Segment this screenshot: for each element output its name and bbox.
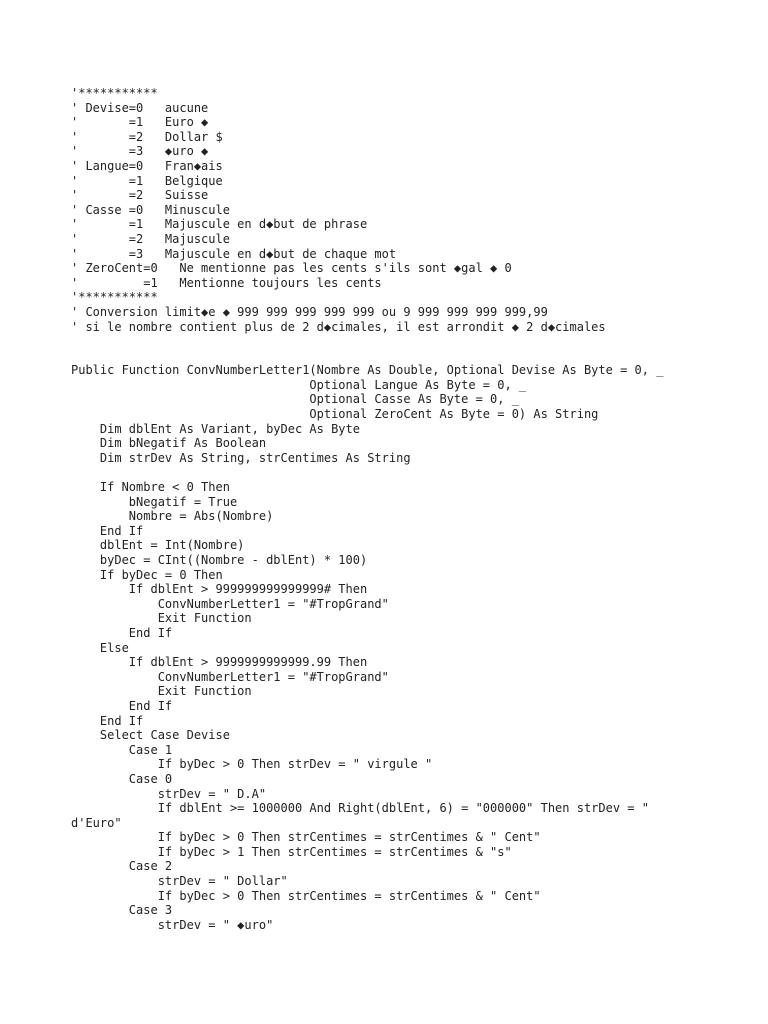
code-line: ' si le nombre contient plus de 2 d◆cimales, il est arrondit ◆ 2 d◆cimales (71, 319, 606, 334)
code-line (71, 349, 751, 364)
code-line: ' =2 Dollar $ (71, 129, 223, 144)
code-line (71, 334, 751, 349)
code-line: ' ZeroCent=0 Ne mentionne pas les cents s'ils sont ◆gal ◆ 0 (71, 261, 512, 276)
code-line: End If (71, 625, 173, 640)
code-line: Case 3 (71, 903, 173, 918)
code-line: Optional Langue As Byte = 0, _ (71, 377, 527, 392)
code-line: Case 0 (71, 771, 173, 786)
code-line (71, 465, 751, 480)
code-line: ' =3 ◆uro ◆ (71, 144, 209, 159)
code-line: End If (71, 523, 144, 538)
code-line: dblEnt = Int(Nombre) (71, 538, 245, 553)
code-line: Select Case Devise (71, 728, 230, 743)
code-line: If dblEnt > 999999999999999# Then (71, 582, 368, 597)
code-line: Dim dblEnt As Variant, byDec As Byte (71, 421, 360, 436)
code-line: ' =3 Majuscule en d◆but de chaque mot (71, 246, 397, 261)
code-line: If byDec > 1 Then strCentimes = strCentimes & "s" (71, 844, 512, 859)
code-line: Optional Casse As Byte = 0, _ (71, 392, 519, 407)
code-line: ConvNumberLetter1 = "#TropGrand" (71, 669, 389, 684)
code-line: Case 2 (71, 859, 173, 874)
code-line: Dim bNegatif As Boolean (71, 436, 267, 451)
code-line: Exit Function (71, 611, 252, 626)
code-line: ' Conversion limit◆e ◆ 999 999 999 999 999 ou 9 999 999 999 999,99 (71, 304, 548, 319)
code-listing (71, 86, 751, 932)
code-line: strDev = " ◆uro" (71, 917, 274, 932)
code-line: ' =2 Majuscule (71, 231, 230, 246)
code-line: ' =1 Belgique (71, 173, 223, 188)
code-line: Optional ZeroCent As Byte = 0) As String (71, 407, 599, 422)
code-line: bNegatif = True (71, 494, 238, 509)
code-line: ' Langue=0 Fran◆ais (71, 158, 223, 173)
code-line: Else (71, 640, 129, 655)
code-line: ' =2 Suisse (71, 188, 209, 203)
code-line: Case 1 (71, 742, 173, 757)
code-line: If byDec > 0 Then strCentimes = strCentimes & " Cent" (71, 888, 541, 903)
code-line: If byDec > 0 Then strCentimes = strCentimes & " Cent" (71, 830, 541, 845)
code-line: End If (71, 698, 173, 713)
code-line: Exit Function (71, 684, 252, 699)
code-line: strDev = " D.A" (71, 786, 267, 801)
code-line: ' =1 Majuscule en d◆but de phrase (71, 217, 368, 232)
code-line: If byDec = 0 Then (71, 567, 223, 582)
code-line: ' Casse =0 Minuscule (71, 202, 230, 217)
code-line: '*********** (71, 86, 158, 100)
code-line: If dblEnt >= 1000000 And Right(dblEnt, 6) = "000000" Then strDev = " (71, 801, 649, 816)
code-line: ' Devise=0 aucune (71, 100, 209, 115)
code-line: ' =1 Euro ◆ (71, 115, 209, 130)
code-line: If Nombre < 0 Then (71, 480, 230, 495)
code-line: Nombre = Abs(Nombre) (71, 509, 274, 524)
code-line: ' =1 Mentionne toujours les cents (71, 275, 382, 290)
code-line: Public Function ConvNumberLetter1(Nombre As Double, Optional Devise As Byte = 0, _ (71, 363, 664, 378)
code-line: If dblEnt > 9999999999999.99 Then (71, 655, 368, 670)
code-line: d'Euro" (71, 815, 122, 830)
code-line: ConvNumberLetter1 = "#TropGrand" (71, 596, 389, 611)
code-line: byDec = CInt((Nombre - dblEnt) * 100) (71, 553, 368, 567)
code-line: strDev = " Dollar" (71, 874, 288, 889)
code-line: End If (71, 713, 144, 728)
code-line: '*********** (71, 290, 158, 305)
code-line: Dim strDev As String, strCentimes As String (71, 450, 411, 465)
code-line: If byDec > 0 Then strDev = " virgule " (71, 757, 433, 772)
